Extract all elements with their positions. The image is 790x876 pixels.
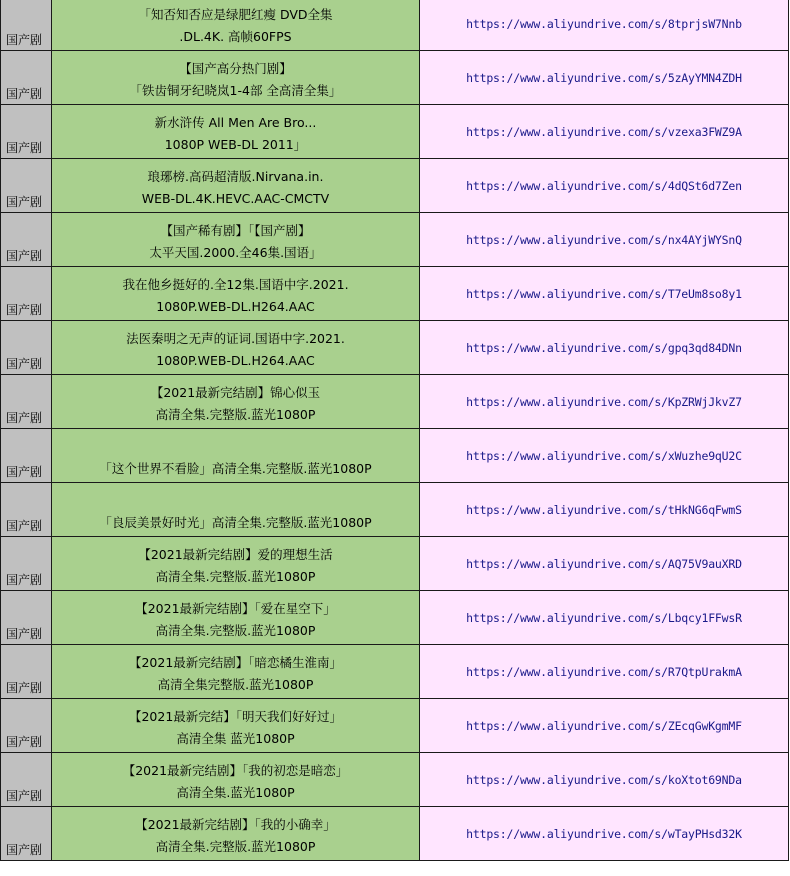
share-link[interactable]: https://www.aliyundrive.com/s/tHkNG6qFwmS xyxy=(466,502,742,517)
title-line-2: 「这个世界不看脸」高清全集.完整版.蓝光1080P xyxy=(99,461,372,476)
title-line-2: .DL.4K. 高帧60FPS xyxy=(179,29,292,44)
share-link[interactable]: https://www.aliyundrive.com/s/koXtot69NDa xyxy=(466,772,742,787)
category-cell[interactable] xyxy=(1,591,52,645)
share-link[interactable]: https://www.aliyundrive.com/s/T7eUm8so8y1 xyxy=(466,286,742,301)
share-link[interactable]: https://www.aliyundrive.com/s/4dQSt6d7Zen xyxy=(466,178,742,193)
link-cell[interactable] xyxy=(420,807,789,861)
table-row[interactable] xyxy=(1,105,789,159)
title-cell[interactable] xyxy=(52,537,420,591)
table-row[interactable] xyxy=(1,0,789,51)
table-body xyxy=(1,0,789,861)
link-cell[interactable] xyxy=(420,537,789,591)
title-cell[interactable] xyxy=(52,645,420,699)
category-text: 国产剧 xyxy=(6,87,43,101)
share-link[interactable]: https://www.aliyundrive.com/s/vzexa3FWZ9A xyxy=(466,124,742,139)
link-cell[interactable] xyxy=(420,105,789,159)
title-line-2: 高清全集 蓝光1080P xyxy=(176,731,295,746)
title-line-2: 1080P.WEB-DL.H264.AAC xyxy=(156,353,315,368)
category-cell[interactable] xyxy=(1,483,52,537)
title-line-2: 太平天国.2000.全46集.国语」 xyxy=(149,245,322,260)
table-row[interactable] xyxy=(1,159,789,213)
category-text: 国产剧 xyxy=(6,411,43,425)
category-text: 国产剧 xyxy=(6,303,43,317)
category-text: 国产剧 xyxy=(6,681,43,695)
link-cell[interactable] xyxy=(420,429,789,483)
link-cell[interactable] xyxy=(420,645,789,699)
category-cell[interactable] xyxy=(1,321,52,375)
title-line-1: 【2021最新完结剧】「我的初恋是暗恋」 xyxy=(122,763,349,778)
category-text: 国产剧 xyxy=(6,573,43,587)
share-link[interactable]: https://www.aliyundrive.com/s/5zAyYMN4ZDH xyxy=(466,70,742,85)
title-line-1: 【2021最新完结】「明天我们好好过」 xyxy=(128,709,343,724)
category-cell[interactable] xyxy=(1,537,52,591)
title-cell[interactable] xyxy=(52,753,420,807)
title-line-1: 【国产稀有剧】「【国产剧】 xyxy=(160,223,311,238)
title-cell[interactable] xyxy=(52,159,420,213)
table-row[interactable] xyxy=(1,699,789,753)
title-cell[interactable] xyxy=(52,0,420,51)
title-line-2: 高清全集.完整版.蓝光1080P xyxy=(155,569,316,584)
category-text: 国产剧 xyxy=(6,195,43,209)
category-text: 国产剧 xyxy=(6,627,43,641)
category-cell[interactable] xyxy=(1,807,52,861)
title-cell[interactable] xyxy=(52,699,420,753)
category-cell[interactable] xyxy=(1,51,52,105)
category-text: 国产剧 xyxy=(6,519,43,533)
title-line-2: 「良辰美景好时光」高清全集.完整版.蓝光1080P xyxy=(99,515,372,530)
share-link[interactable]: https://www.aliyundrive.com/s/wTayPHsd32K xyxy=(466,826,742,841)
title-line-2: 高清全集完整版.蓝光1080P xyxy=(157,677,314,692)
link-cell[interactable] xyxy=(420,213,789,267)
title-line-2: 高清全集.完整版.蓝光1080P xyxy=(155,623,316,638)
category-text: 国产剧 xyxy=(6,249,43,263)
title-line-1: 琅琊榜.高码超清版.Nirvana.in. xyxy=(147,169,324,184)
category-cell[interactable] xyxy=(1,645,52,699)
category-cell[interactable] xyxy=(1,267,52,321)
share-link[interactable]: https://www.aliyundrive.com/s/KpZRWjJkvZ7 xyxy=(466,394,742,409)
link-cell[interactable] xyxy=(420,321,789,375)
category-cell[interactable] xyxy=(1,0,52,51)
link-cell[interactable] xyxy=(420,267,789,321)
category-text: 国产剧 xyxy=(6,789,43,803)
title-cell[interactable] xyxy=(52,267,420,321)
category-text: 国产剧 xyxy=(6,843,43,857)
title-line-2: 高清全集.蓝光1080P xyxy=(176,785,295,800)
title-line-1: 【2021最新完结剧】「暗恋橘生淮南」 xyxy=(128,655,343,670)
category-text: 国产剧 xyxy=(6,465,43,479)
category-cell[interactable] xyxy=(1,159,52,213)
title-line-1: 新水浒传 All Men Are Bro... xyxy=(154,115,317,130)
link-cell[interactable] xyxy=(420,591,789,645)
title-line-2: WEB-DL.4K.HEVC.AAC-CMCTV xyxy=(141,191,330,206)
link-cell[interactable] xyxy=(420,699,789,753)
link-cell[interactable] xyxy=(420,483,789,537)
category-text: 国产剧 xyxy=(6,357,43,371)
title-line-1: 【2021最新完结剧】爱的理想生活 xyxy=(138,547,333,562)
table-row[interactable] xyxy=(1,591,789,645)
title-line-1: 法医秦明之无声的证词.国语中字.2021. xyxy=(126,331,345,346)
table-row[interactable] xyxy=(1,213,789,267)
table-row[interactable] xyxy=(1,807,789,861)
category-text: 国产剧 xyxy=(6,735,43,749)
link-cell[interactable] xyxy=(420,51,789,105)
share-link[interactable]: https://www.aliyundrive.com/s/ZEcqGwKgmMF xyxy=(466,718,742,733)
link-cell[interactable] xyxy=(420,159,789,213)
title-line-1: 【国产高分热门剧】 xyxy=(179,61,292,76)
category-cell[interactable] xyxy=(1,699,52,753)
title-cell[interactable] xyxy=(52,321,420,375)
link-cell[interactable] xyxy=(420,753,789,807)
title-line-1: 「知否知否应是绿肥红瘦 DVD全集 xyxy=(138,7,333,22)
link-cell[interactable] xyxy=(420,0,789,51)
title-cell[interactable] xyxy=(52,429,420,483)
title-line-1: 【2021最新完结剧】「我的小确幸」 xyxy=(135,817,336,832)
title-cell[interactable] xyxy=(52,51,420,105)
category-text: 国产剧 xyxy=(6,141,43,155)
title-cell[interactable] xyxy=(52,807,420,861)
share-link[interactable]: https://www.aliyundrive.com/s/nx4AYjWYSnQ xyxy=(466,232,742,247)
share-link[interactable]: https://www.aliyundrive.com/s/AQ75V9auXRD xyxy=(466,556,742,571)
title-cell[interactable] xyxy=(52,483,420,537)
table-row[interactable] xyxy=(1,483,789,537)
title-line-2: 「铁齿铜牙纪晓岚1-4部 全高清全集」 xyxy=(129,83,342,98)
link-cell[interactable] xyxy=(420,375,789,429)
category-cell[interactable] xyxy=(1,753,52,807)
title-cell[interactable] xyxy=(52,591,420,645)
category-text: 国产剧 xyxy=(6,33,43,47)
table-row[interactable] xyxy=(1,537,789,591)
title-line-2: 高清全集.完整版.蓝光1080P xyxy=(155,407,316,422)
share-link[interactable]: https://www.aliyundrive.com/s/xWuzhe9qU2C xyxy=(466,448,742,463)
title-line-1: 【2021最新完结剧】「爱在星空下」 xyxy=(135,601,336,616)
title-cell[interactable] xyxy=(52,375,420,429)
title-line-2: 1080P WEB-DL 2011」 xyxy=(164,137,307,152)
share-link[interactable]: https://www.aliyundrive.com/s/gpq3qd84DNn xyxy=(466,340,742,355)
title-line-1: 我在他乡挺好的.全12集.国语中字.2021. xyxy=(122,277,349,292)
table-row[interactable] xyxy=(1,375,789,429)
title-line-1: 【2021最新完结剧】锦心似玉 xyxy=(150,385,321,400)
title-line-2: 1080P.WEB-DL.H264.AAC xyxy=(156,299,315,314)
title-line-2: 高清全集.完整版.蓝光1080P xyxy=(155,839,316,854)
table-row[interactable] xyxy=(1,267,789,321)
category-cell[interactable] xyxy=(1,213,52,267)
table-row[interactable] xyxy=(1,51,789,105)
title-cell[interactable] xyxy=(52,213,420,267)
table-row[interactable] xyxy=(1,321,789,375)
category-cell[interactable] xyxy=(1,429,52,483)
table-row[interactable] xyxy=(1,645,789,699)
title-cell[interactable] xyxy=(52,105,420,159)
share-link[interactable]: https://www.aliyundrive.com/s/8tprjsW7Nnb xyxy=(466,16,742,31)
category-cell[interactable] xyxy=(1,105,52,159)
table-row[interactable] xyxy=(1,753,789,807)
table-row[interactable] xyxy=(1,429,789,483)
share-link[interactable]: https://www.aliyundrive.com/s/Lbqcy1FFwsR xyxy=(466,610,742,625)
share-link[interactable]: https://www.aliyundrive.com/s/R7QtpUrakmA xyxy=(466,664,742,679)
category-cell[interactable] xyxy=(1,375,52,429)
